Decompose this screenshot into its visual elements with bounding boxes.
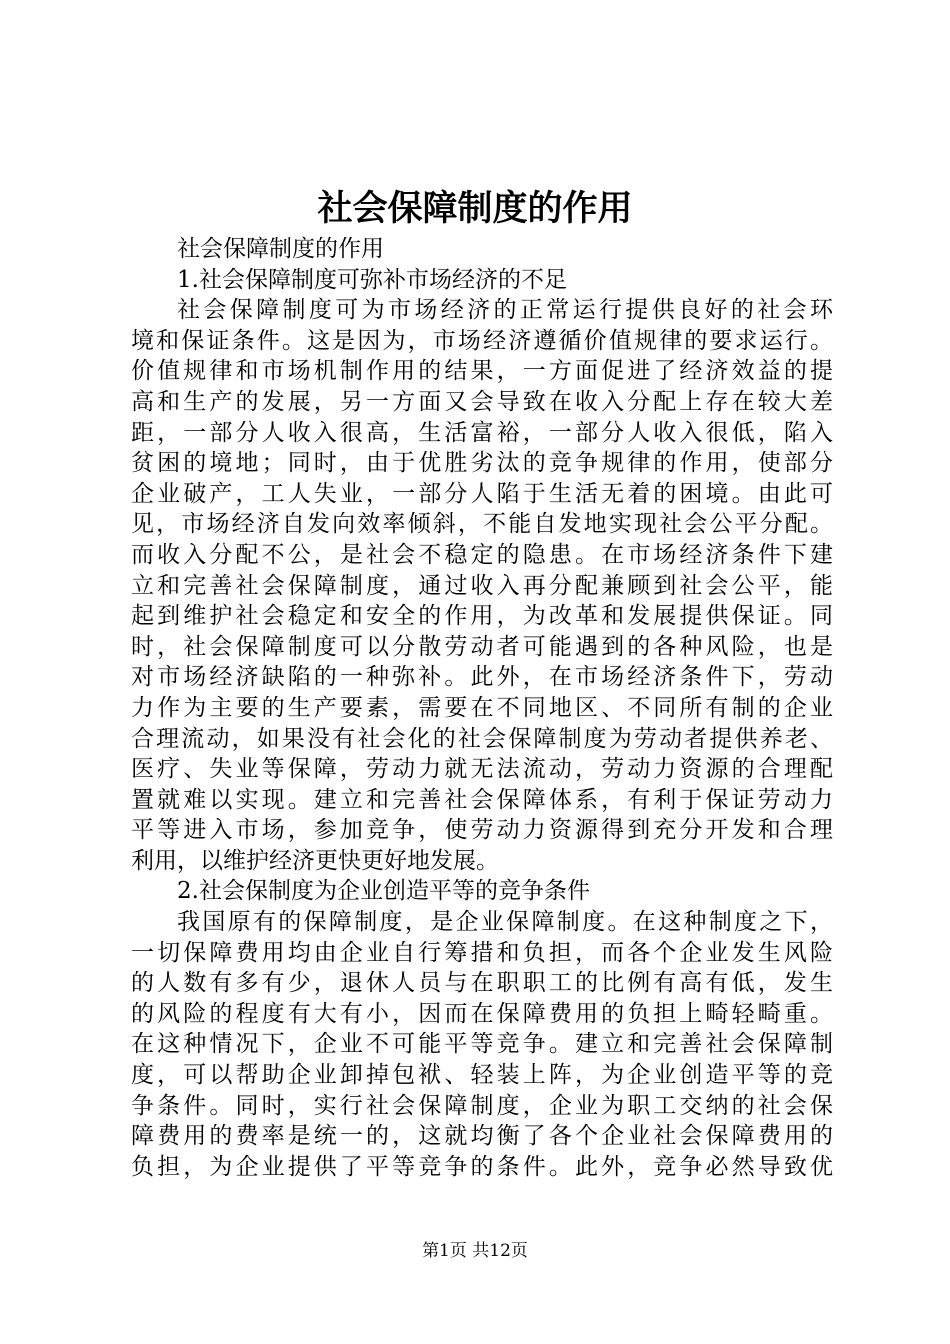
text-line: 距，一部分人收入很高，生活富裕，一部分人收入很低，陷入	[131, 419, 833, 446]
text-line: 一切保障费用均由企业自行筹措和负担，而各个企业发生风险	[131, 939, 833, 966]
document-title: 社会保障制度的作用	[317, 188, 633, 229]
text-line: 置就难以实现。建立和完善社会保障体系，有利于保证劳动力	[131, 786, 833, 813]
text-line: 度，可以帮助企业卸掉包袱、轻装上阵，为企业创造平等的竞	[131, 1062, 833, 1089]
text-line: 社会保障制度可为市场经济的正常运行提供良好的社会环	[177, 297, 833, 324]
text-line: 立和完善社会保障制度，通过收入再分配兼顾到社会公平，能	[131, 572, 833, 599]
text-line: 的人数有多有少，退休人员与在职职工的比例有高有低，发生	[131, 970, 833, 997]
text-line: 高和生产的发展，另一方面又会导致在收入分配上存在较大差	[131, 388, 833, 415]
text-line: 合理流动，如果没有社会化的社会保障制度为劳动者提供养老、	[131, 725, 833, 752]
text-line: 而收入分配不公，是社会不稳定的隐患。在市场经济条件下建	[131, 541, 833, 568]
text-line: 对市场经济缺陷的一种弥补。此外，在市场经济条件下，劳动	[131, 664, 833, 691]
text-line: 我国原有的保障制度，是企业保障制度。在这种制度之下，	[177, 909, 833, 936]
text-line: 社会保障制度的作用	[177, 236, 384, 262]
text-line: 境和保证条件。这是因为，市场经济遵循价值规律的要求运行。	[131, 327, 833, 354]
text-line: 力作为主要的生产要素，需要在不同地区、不同所有制的企业	[131, 694, 833, 721]
text-line: 在这种情况下，企业不可能平等竞争。建立和完善社会保障制	[131, 1031, 833, 1058]
text-line: 障费用的费率是统一的，这就均衡了各个企业社会保障费用的	[131, 1123, 833, 1150]
text-line: 争条件。同时，实行社会保障制度，企业为职工交纳的社会保	[131, 1092, 833, 1119]
text-line: 时，社会保障制度可以分散劳动者可能遇到的各种风险，也是	[131, 633, 833, 660]
document-body	[131, 234, 833, 1182]
text-line: 医疗、失业等保障，劳动力就无法流动，劳动力资源的合理配	[131, 756, 833, 783]
text-line: 贫困的境地；同时，由于优胜劣汰的竞争规律的作用，使部分	[131, 450, 833, 477]
text-line: 2.社会保制度为企业创造平等的竞争条件	[177, 878, 590, 905]
text-line: 见，市场经济自发向效率倾斜，不能自发地实现社会公平分配。	[131, 511, 833, 538]
text-line: 企业破产，工人失业，一部分人陷于生活无着的困境。由此可	[131, 480, 833, 507]
text-line: 负担，为企业提供了平等竞争的条件。此外，竞争必然导致优	[131, 1153, 833, 1180]
text-line: 利用，以维护经济更快更好地发展。	[131, 847, 499, 874]
text-line: 价值规律和市场机制作用的结果，一方面促进了经济效益的提	[131, 358, 833, 385]
page-footer: 第1页 共12页	[422, 1241, 528, 1261]
text-line: 的风险的程度有大有小，因而在保障费用的负担上畸轻畸重。	[131, 1000, 833, 1027]
text-line: 平等进入市场，参加竞争，使劳动力资源得到充分开发和合理	[131, 817, 833, 844]
text-line: 起到维护社会稳定和安全的作用，为改革和发展提供保证。同	[131, 603, 833, 630]
text-line: 1.社会保障制度可弥补市场经济的不足	[177, 266, 567, 293]
